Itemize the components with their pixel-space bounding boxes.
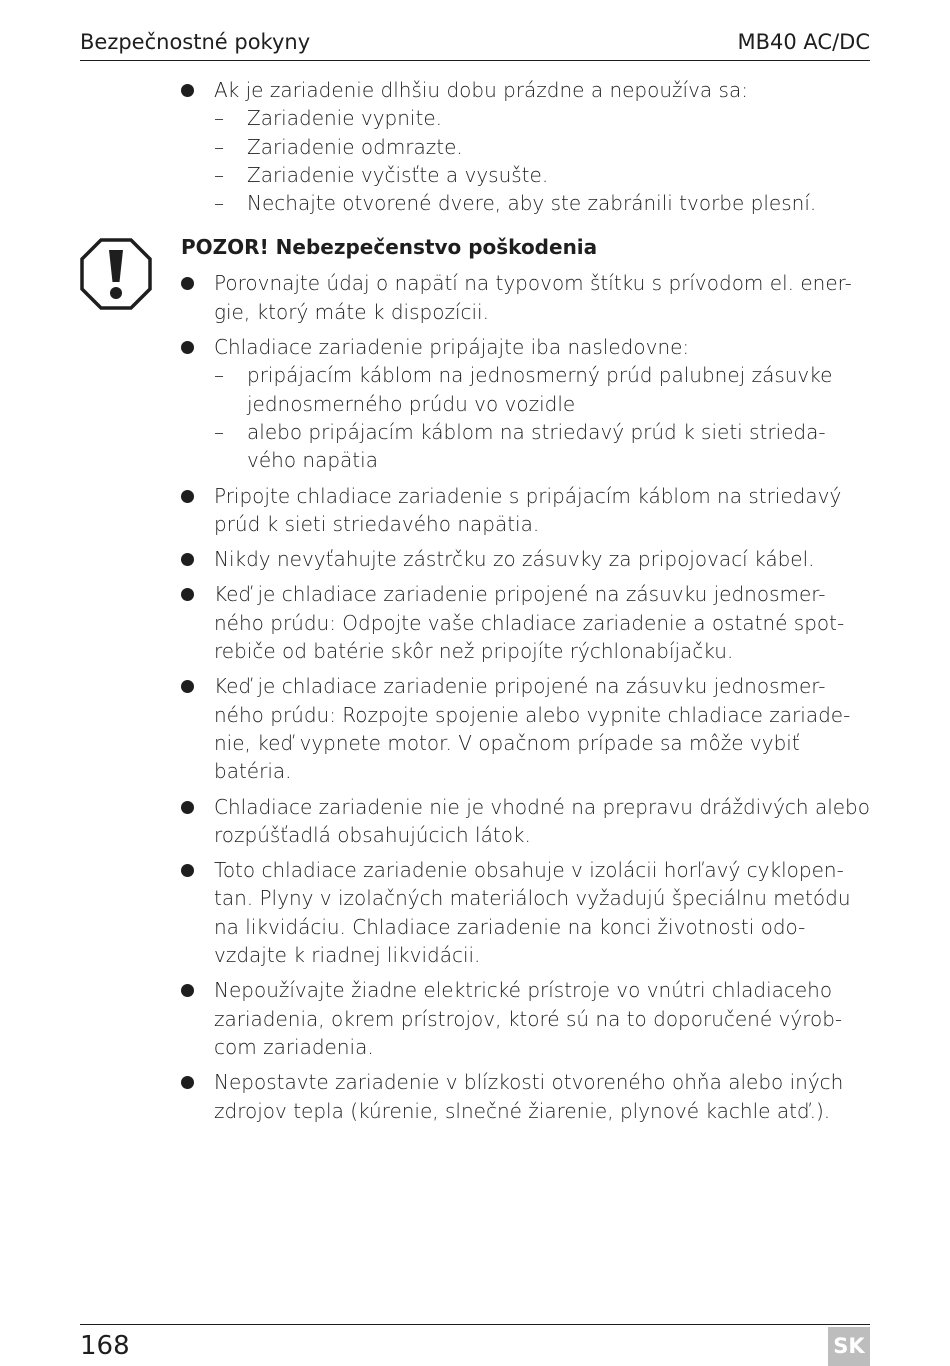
safety-instructions — [181, 76, 871, 1132]
list-item-text: Toto chladiace zariadenie obsahuje v izolácii horľavý cyklopen-tan. Plyny v izolačných materiáloch vyžadujú špeciálnu metódu na likvidáciu. Chladiace zariadenie na konci životnosti odo-vzdajte k riadnej likvidácii. — [214, 858, 851, 968]
dash-icon: – — [214, 191, 224, 216]
list-item — [181, 856, 871, 969]
sub-item: – Zariadenie vyčisťte a vysušte. — [181, 161, 871, 189]
dash-icon: – — [214, 363, 224, 388]
list-item — [181, 76, 871, 217]
list-item-text: Keď je chladiace zariadenie pripojené na zásuvku jednosmer-ného prúdu: Rozpojte spojenie alebo vypnite chladiace zariade-nie, keď vypnete motor. V opačnom prípade sa môže vybiť batéria. — [214, 674, 851, 784]
dash-icon: – — [214, 419, 224, 444]
list-item-text: Nikdy nevyťahujte zástrčku zo zásuvky za pripojovací kábel. — [214, 547, 815, 572]
warning-title: POZOR! Nebezpečenstvo poškodenia — [181, 235, 598, 260]
list-item — [181, 1068, 871, 1125]
bullet-icon — [181, 680, 194, 693]
list-item — [181, 333, 871, 474]
bullet-icon — [181, 277, 194, 290]
sub-item: – pripájacím káblom na jednosmerný prúd palubnej zásuvke jednosmerného prúdu vo vozidle — [214, 363, 833, 416]
bullet-icon — [181, 588, 194, 601]
warning-octagon-icon — [80, 238, 152, 310]
list-item — [181, 580, 871, 665]
bullet-icon — [181, 984, 194, 997]
list-item-text: Nepoužívajte žiadne elektrické prístroje vo vnútri chladiaceho zariadenia, okrem prístrojov, ktoré sú na to doporučené výrob-com zariadenia. — [214, 978, 843, 1059]
bullet-icon — [181, 553, 194, 566]
list-item — [181, 976, 871, 1061]
bullet-icon — [181, 864, 194, 877]
page-number: 168 — [80, 1331, 130, 1361]
list-item-text: Chladiace zariadenie nie je vhodné na prepravu dráždivých alebo rozpúšťadlá obsahujúcich látok. — [214, 794, 870, 847]
dash-icon: – — [214, 106, 224, 131]
section-title: Bezpečnostné pokyny — [80, 30, 311, 54]
list-item-text: Nepostavte zariadenie v blízkosti otvoreného ohňa alebo iných zdrojov tepla (kúrenie, slnečné žiarenie, plynové kachle atď.). — [214, 1070, 844, 1123]
sub-item: – alebo pripájacím káblom na striedavý prúd k sieti strieda-vého napätia — [214, 419, 826, 473]
language-badge: SK — [828, 1327, 870, 1366]
bullet-icon — [181, 84, 194, 97]
list-item — [181, 793, 871, 850]
dash-icon: – — [214, 162, 224, 187]
sub-item: – Zariadenie vypnite. — [181, 104, 871, 132]
page-footer — [80, 1324, 870, 1366]
bullet-icon — [181, 490, 194, 503]
sub-item: – Nechajte otvorené dvere, aby ste zabránili tvorbe plesní. — [181, 189, 871, 217]
product-model: MB40 AC/DC — [737, 30, 870, 54]
bullet-icon — [181, 801, 194, 814]
list-item — [181, 545, 871, 573]
sub-item: – Zariadenie odmrazte. — [181, 133, 871, 161]
list-item-text: Chladiace zariadenie pripájajte iba nasledovne: — [214, 335, 690, 360]
dash-icon: – — [214, 134, 224, 159]
list-item-text: Ak je zariadenie dlhšiu dobu prázdne a nepoužíva sa: — [214, 78, 748, 102]
list-item — [181, 482, 871, 539]
list-item-text: Pripojte chladiace zariadenie s pripájacím káblom na striedavý prúd k sieti striedavého napätia. — [214, 483, 842, 536]
page-header — [80, 28, 870, 61]
list-item-text: Keď je chladiace zariadenie pripojené na zásuvku jednosmer-ného prúdu: Odpojte vaše chladiace zariadenie a ostatné spot-rebiče od batérie skôr než pripojíte rýchlonabíjačku. — [214, 582, 845, 664]
list-item — [181, 269, 871, 326]
bullet-icon — [181, 341, 194, 354]
list-item — [181, 672, 871, 785]
list-item-text: Porovnajte údaj o napätí na typovom štítku s prívodom el. ener-gie, ktorý máte k dispozícii. — [214, 271, 852, 324]
bullet-icon — [181, 1076, 194, 1089]
